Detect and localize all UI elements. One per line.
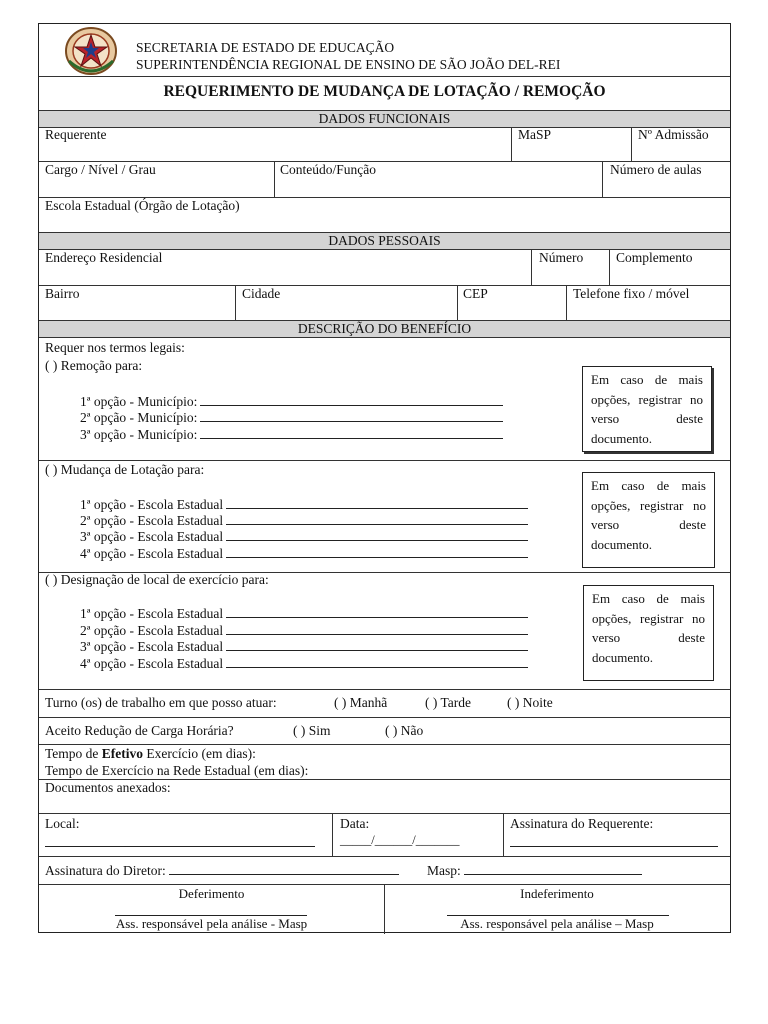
remocao-option-2[interactable]: 2ª opção - Município: [80, 409, 503, 426]
indeferimento-label: Indeferimento [520, 886, 594, 901]
data-field[interactable]: Data: [340, 816, 370, 831]
designacao-checkbox[interactable]: ( ) Designação de local de exercício para: [45, 572, 269, 587]
tempo-efetivo-field[interactable]: Tempo de Efetivo Exercício (em dias): [45, 746, 256, 761]
cep-field[interactable]: CEP [463, 286, 488, 301]
escola-lotacao-field[interactable]: Escola Estadual (Órgão de Lotação) [45, 198, 240, 213]
turno-manha-checkbox[interactable]: ( ) Manhã [334, 695, 388, 710]
requerimento-form [38, 23, 731, 933]
turno-tarde-checkbox[interactable]: ( ) Tarde [425, 695, 472, 710]
local-blank-line [45, 846, 315, 847]
reducao-nao-checkbox[interactable]: ( ) Não [385, 723, 424, 738]
reducao-sim-checkbox[interactable]: ( ) Sim [293, 723, 331, 738]
header-superintendencia: SUPERINTENDÊNCIA REGIONAL DE ENSINO DE SÃO JOÃO DEL-REI [136, 57, 561, 72]
indeferimento-signature-caption: Ass. responsável pela análise – Masp [460, 916, 654, 931]
deferimento-signature-caption: Ass. responsável pela análise - Masp [115, 916, 308, 931]
lotacao-option-2[interactable]: 2ª opção - Escola Estadual [80, 512, 528, 529]
remocao-option-3[interactable]: 3ª opção - Município: [80, 426, 503, 443]
bairro-field[interactable]: Bairro [45, 286, 80, 301]
cidade-field[interactable]: Cidade [242, 286, 281, 301]
requerente-field[interactable]: Requerente [45, 127, 107, 142]
designacao-option-3[interactable]: 3ª opção - Escola Estadual [80, 638, 528, 655]
assinatura-requerente-line [510, 846, 718, 847]
data-blank[interactable]: _____/______/_______ [340, 833, 460, 847]
lotacao-checkbox[interactable]: ( ) Mudança de Lotação para: [45, 462, 205, 477]
complemento-field[interactable]: Complemento [616, 250, 693, 265]
assinatura-diretor-field[interactable]: Assinatura do Diretor: [45, 862, 399, 879]
endereco-field[interactable]: Endereço Residencial [45, 250, 163, 265]
admissao-field[interactable]: Nº Admissão [638, 127, 709, 142]
section-descricao-beneficio: DESCRIÇÃO DO BENEFÍCIO [39, 320, 730, 338]
local-field[interactable]: Local: [45, 816, 80, 831]
designacao-option-2[interactable]: 2ª opção - Escola Estadual [80, 622, 528, 639]
tempo-rede-field[interactable]: Tempo de Exercício na Rede Estadual (em dias): [45, 763, 309, 778]
designacao-note: Em caso de mais opções, registrar no verso deste documento. [583, 585, 714, 681]
lotacao-option-3[interactable]: 3ª opção - Escola Estadual [80, 528, 528, 545]
header-secretaria: SECRETARIA DE ESTADO DE EDUCAÇÃO [136, 40, 395, 55]
designacao-option-4[interactable]: 4ª opção - Escola Estadual [80, 655, 528, 672]
diretor-masp-field[interactable]: Masp: [427, 862, 642, 879]
remocao-checkbox[interactable]: ( ) Remoção para: [45, 358, 143, 373]
telefone-field[interactable]: Telefone fixo / móvel [573, 286, 690, 301]
numero-field[interactable]: Número [539, 250, 584, 265]
lotacao-option-4[interactable]: 4ª opção - Escola Estadual [80, 545, 528, 562]
designacao-option-1[interactable]: 1ª opção - Escola Estadual [80, 605, 528, 622]
deferimento-label: Deferimento [178, 886, 245, 901]
remocao-note: Em caso de mais opções, registrar no verso deste documento. [582, 366, 712, 452]
page-title: REQUERIMENTO DE MUDANÇA DE LOTAÇÃO / REMOÇÃO [163, 83, 606, 100]
turno-label: Turno (os) de trabalho em que posso atuar: [45, 695, 277, 710]
turno-noite-checkbox[interactable]: ( ) Noite [507, 695, 553, 710]
lotacao-note: Em caso de mais opções, registrar no verso deste documento. [582, 472, 715, 568]
state-coat-of-arms-icon [63, 26, 119, 76]
documentos-anexados-field[interactable]: Documentos anexados: [45, 780, 171, 795]
assinatura-requerente-field[interactable]: Assinatura do Requerente: [510, 816, 654, 831]
section-dados-funcionais: DADOS FUNCIONAIS [39, 110, 730, 128]
cargo-field[interactable]: Cargo / Nível / Grau [45, 162, 156, 177]
requer-intro: Requer nos termos legais: [45, 340, 185, 355]
remocao-option-1[interactable]: 1ª opção - Município: [80, 393, 503, 410]
lotacao-option-1[interactable]: 1ª opção - Escola Estadual [80, 496, 528, 513]
conteudo-field[interactable]: Conteúdo/Função [280, 162, 376, 177]
numero-aulas-field[interactable]: Número de aulas [610, 162, 702, 177]
section-dados-pessoais: DADOS PESSOAIS [39, 232, 730, 250]
reducao-label: Aceito Redução de Carga Horária? [45, 723, 234, 738]
masp-field[interactable]: MaSP [518, 127, 552, 142]
